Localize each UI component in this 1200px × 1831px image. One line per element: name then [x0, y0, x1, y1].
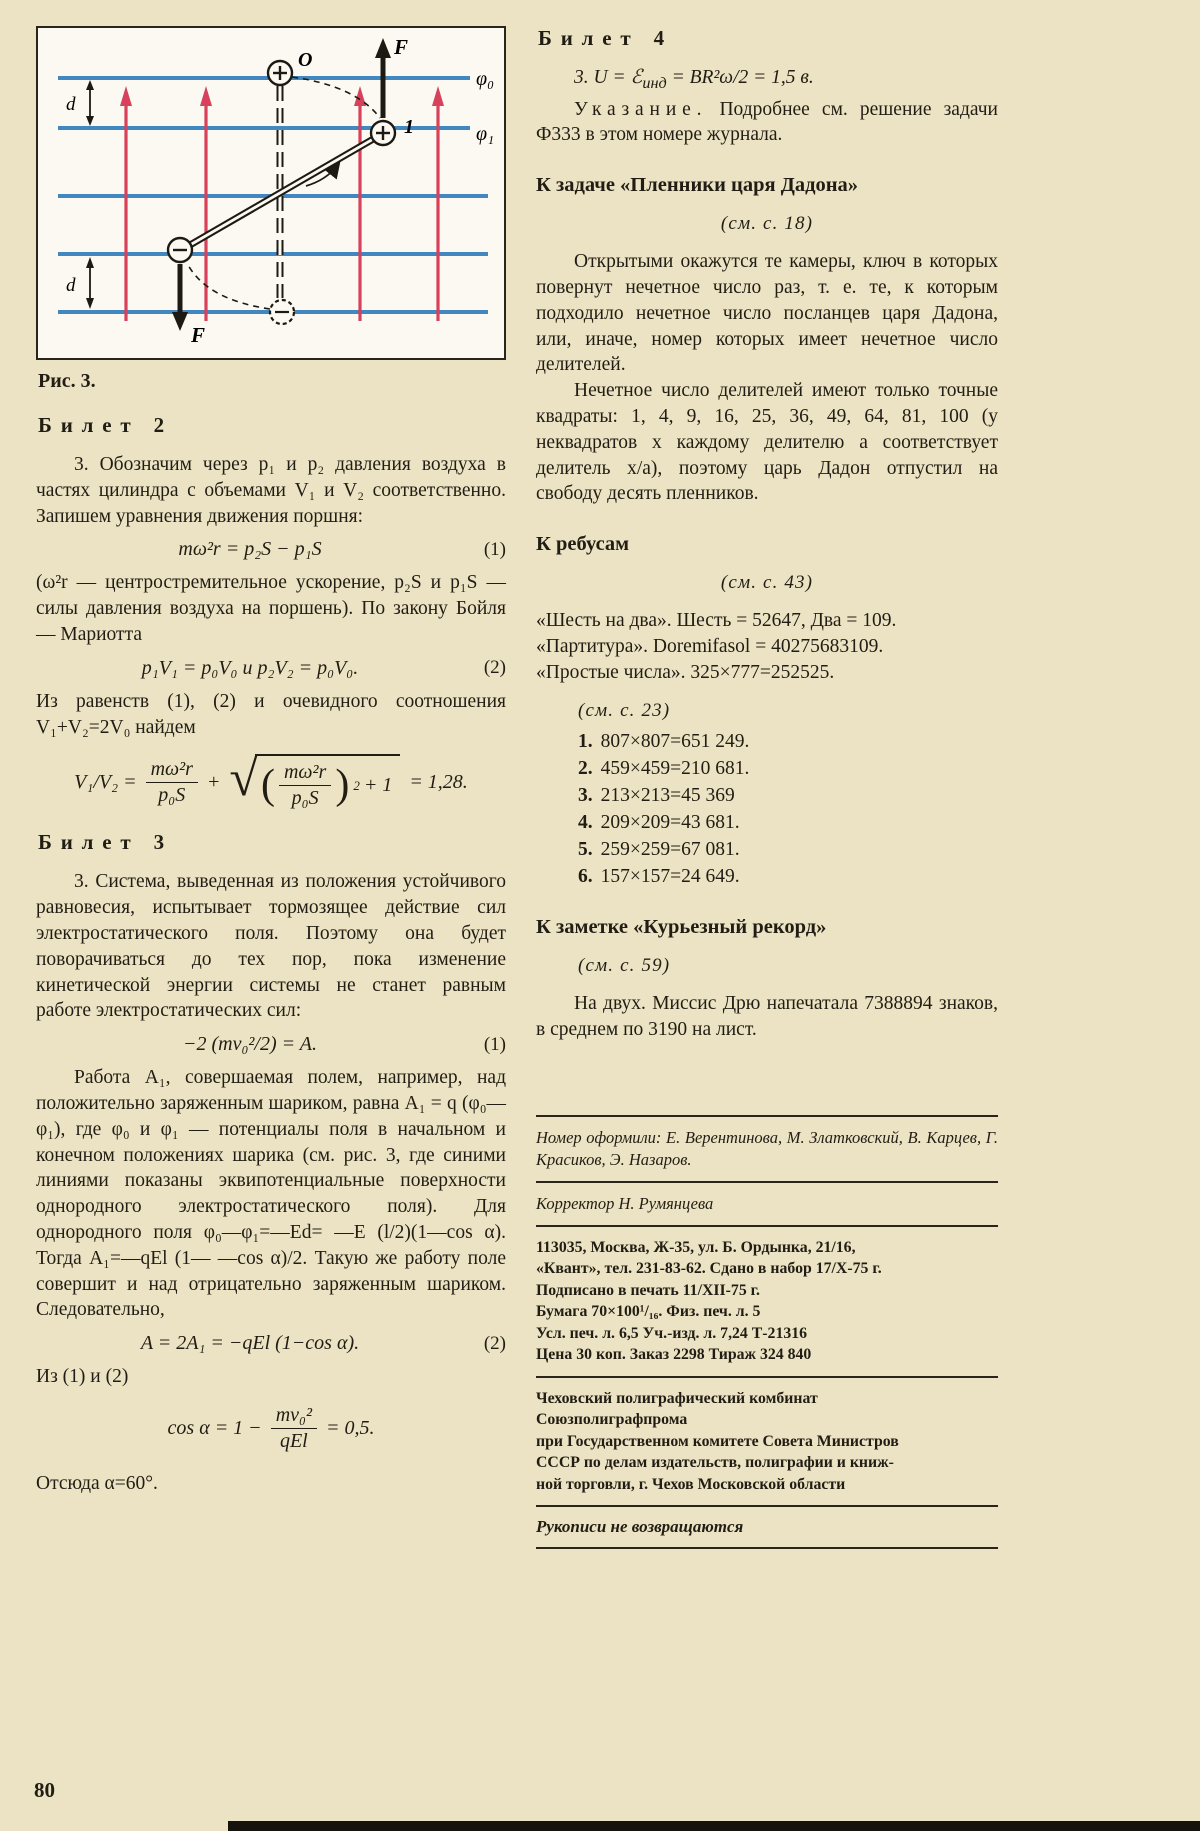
rebus-line: «Партитура». Doremifasol = 40275683109.	[536, 636, 884, 658]
charge-negative	[168, 238, 192, 262]
charge-top-positive	[268, 61, 292, 85]
rebus-answers	[536, 608, 998, 686]
colophon	[536, 1115, 998, 1550]
issue-credits: Номер оформили: Е. Верентинова, М. Златковский, В. Карцев, Г. Красиков, Э. Назаров.	[536, 1127, 998, 1169]
phi0-label: φ₀	[476, 68, 495, 90]
phi1-label: φ₁	[476, 123, 495, 145]
energy-equation: −2 (mv₀²/2) = A. (1)	[183, 1033, 506, 1056]
printer-line: Чеховский полиграфический комбинат	[536, 1389, 818, 1407]
induction-subscript: инд	[642, 73, 667, 92]
corrector-credit: Корректор Н. Румянцева	[536, 1193, 714, 1213]
fraction: $\frac{\text{mω²r}}{\text{p₀S}}$	[146, 758, 198, 807]
rule	[536, 1181, 998, 1183]
answer-item: 4. 209×209=43 681.	[578, 812, 740, 834]
record-see-reference: (см. с. 59)	[578, 955, 671, 977]
force-bottom-label: F	[191, 323, 206, 347]
fraction: $\frac{\text{mv₀²}}{\text{qEl}}$	[271, 1404, 317, 1453]
printer-block	[536, 1388, 998, 1496]
ticket-2-paragraph-2: (ω²r — центростремительное ускорение, p₂S и p₁S — силы давления воздуха на поршень). По закону Бойля — Мариотта	[36, 572, 506, 645]
ticket-3-paragraph-1: 3. Система, выведенная из положения устойчивого равновесия, испытывает тормозящее действие сил электростатического поля. Поэтому она будет поворачиваться до тех пор, пока изменение кинетической энергии системы не станет равным работе электростатических сил:	[36, 871, 506, 1022]
answer-item: 5. 259×259=67 081.	[578, 839, 740, 861]
charge-bottom-negative	[270, 300, 294, 324]
rebus-see-reference: (см. с. 43)	[720, 572, 814, 594]
dadon-section-title: К задаче «Пленники царя Дадона»	[536, 174, 859, 197]
numeric-answers-list	[536, 728, 998, 890]
rebus-line: «Простые числа». 325×777=252525.	[536, 662, 835, 684]
imprint-line: Усл. печ. л. 6,5 Уч.-изд. л. 7,24 Т-21316	[536, 1324, 808, 1342]
d-bottom-label: d	[66, 275, 76, 296]
cosine-formula: cos α = 1 − $\frac{\text{mv₀²}}{\text{qEl}}$ = 0,5.	[167, 1403, 375, 1452]
ticket-3-paragraph-3: Из (1) и (2)	[36, 1366, 129, 1388]
square-root: √ ( $\frac{\text{mω²r}}{\text{p₀S}}$ ) 2 + 1	[229, 754, 400, 810]
rebus-section-title: К ребусам	[536, 533, 630, 556]
imprint-line: «Квант», тел. 231-83-62. Сдано в набор 17/X-75 г.	[536, 1260, 882, 1278]
equation-number: (2)	[483, 657, 506, 679]
record-paragraph: На двух. Миссис Дрю напечатала 7388894 знаков, в среднем по 3190 на лист.	[536, 993, 998, 1041]
point-1-label: 1	[404, 116, 414, 138]
printer-line: при Государственном комитете Совета Министров	[536, 1432, 899, 1450]
manuscripts-notice: Рукописи не возвращаются	[536, 1517, 744, 1537]
rebus-see-reference-2: (см. с. 23)	[578, 700, 671, 722]
ticket-2-title: Билет 2	[38, 413, 173, 437]
left-column	[36, 26, 506, 1559]
point-o-label: O	[298, 49, 313, 71]
printer-line: Союзполиграфпрома	[536, 1411, 688, 1429]
equation-1: mω²r = p₂S − p₁S (1)	[178, 538, 506, 561]
ticket-2-paragraph-1: 3. Обозначим через p₁ и p₂ давления воздуха в частях цилиндра с объемами V₁ и V₂ соответственно. Запишем уравнения движения поршня:	[36, 454, 506, 527]
equation-number: (2)	[483, 1332, 506, 1354]
ticket-4-note: Указание. Подробнее см. решение задачи Ф333 в этом номере журнала.	[536, 98, 998, 146]
figure-3-diagram	[38, 28, 504, 358]
fraction: $\frac{\text{mω²r}}{\text{p₀S}}$	[279, 761, 331, 810]
rebus-line: «Шесть на два». Шесть = 52647, Два = 109.	[536, 610, 897, 632]
ticket-3-conclusion: Отсюда α=60°.	[36, 1472, 158, 1494]
ratio-formula: V₁/V₂ = $\frac{\text{mω²r}}{\text{p₀S}}$ + √ ( $\frac{\text{mω²r}}{\text{p₀S}}$ ) 2 + 1 = 1,28.	[74, 750, 468, 810]
ticket-4-formula: 3. U = ℰ$_{инд}$ = BR²ω/2 = 1,5 в.	[574, 67, 814, 92]
note-label: Указание.	[574, 98, 708, 120]
equation-number: (1)	[483, 1033, 506, 1055]
answer-item: 1. 807×807=651 249.	[578, 731, 750, 753]
bottom-bar	[228, 1821, 1200, 1831]
work-equation: A = 2A₁ = −qEl (1−cos α). (2)	[140, 1332, 506, 1355]
printer-line: СССР по делам издательств, полиграфии и книж-	[536, 1454, 894, 1472]
ticket-2-paragraph-3: Из равенств (1), (2) и очевидного соотношения V₁+V₂=2V₀ найдем	[36, 690, 506, 738]
equation-number: (1)	[483, 538, 506, 560]
ticket-3-title: Билет 3	[38, 830, 173, 855]
printer-line: ной торговли, г. Чехов Московской области	[536, 1475, 846, 1493]
answer-item: 2. 459×459=210 681.	[578, 758, 750, 780]
force-top-label: F	[394, 35, 409, 59]
figure-caption: Рис. 3.	[38, 370, 96, 392]
charge-1-positive	[371, 121, 395, 145]
rule	[536, 1376, 998, 1378]
imprint-block	[536, 1237, 998, 1366]
rule	[536, 1505, 998, 1507]
dadon-see-reference: (см. с. 18)	[720, 213, 814, 235]
rule	[536, 1225, 998, 1227]
figure-3	[36, 26, 506, 360]
answer-item: 6. 157×157=24 649.	[578, 866, 740, 888]
dadon-paragraph-1: Открытыми окажутся те камеры, ключ в которых повернут нечетное число раз, т. е. те, к которым подходило нечетное число посланцев царя Дадона, или, иначе, номер которых имеет нечетное число делителей.	[536, 251, 998, 376]
imprint-line: Бумага 70×100¹/₁₆. Физ. печ. л. 5	[536, 1303, 761, 1321]
equation-2: p₁V₁ = p₀V₀ и p₂V₂ = p₀V₀. (2)	[141, 656, 506, 679]
d-top-label: d	[66, 94, 76, 115]
rule	[536, 1547, 998, 1549]
force-arrow-down	[172, 264, 188, 331]
ticket-4-title: Билет 4	[538, 26, 673, 50]
page-number: 80	[34, 1778, 55, 1802]
record-section-title: К заметке «Курьезный рекорд»	[536, 916, 827, 939]
answer-item: 3. 213×213=45 369	[578, 785, 735, 807]
imprint-line: 113035, Москва, Ж-35, ул. Б. Ордынка, 21/16,	[536, 1238, 856, 1256]
right-column	[536, 26, 998, 1559]
imprint-line: Подписано в печать 11/XII-75 г.	[536, 1281, 761, 1299]
dadon-paragraph-2: Нечетное число делителей имеют только точные квадраты: 1, 4, 9, 16, 25, 36, 49, 64, 81, 100 (у неквадратов x каждому делителю a соответствует делитель x/a), поэтому царь Дадон отпустил на свободу десять пленников.	[536, 380, 998, 505]
rule	[536, 1115, 998, 1117]
imprint-line: Цена 30 коп. Заказ 2298 Тираж 324 840	[536, 1346, 812, 1364]
ticket-3-paragraph-2: Работа A₁, совершаемая полем, например, над положительно заряженным шариком, равна A₁ = q (φ₀—φ₁), где φ₀ и φ₁ — потенциалы поля в начальном и конечном положениях шарика (см. рис. 3, где синими линиями показаны эквипотенциальные поверхности однородного электростатического поля). Для однородного поля φ₀—φ₁=—Ed= —E (l/2)(1—cos α). Тогда A₁=—qEl (1— —cos α)/2. Такую же работу поле совершит и над отрицательно заряженным шариком. Следовательно,	[36, 1067, 506, 1321]
